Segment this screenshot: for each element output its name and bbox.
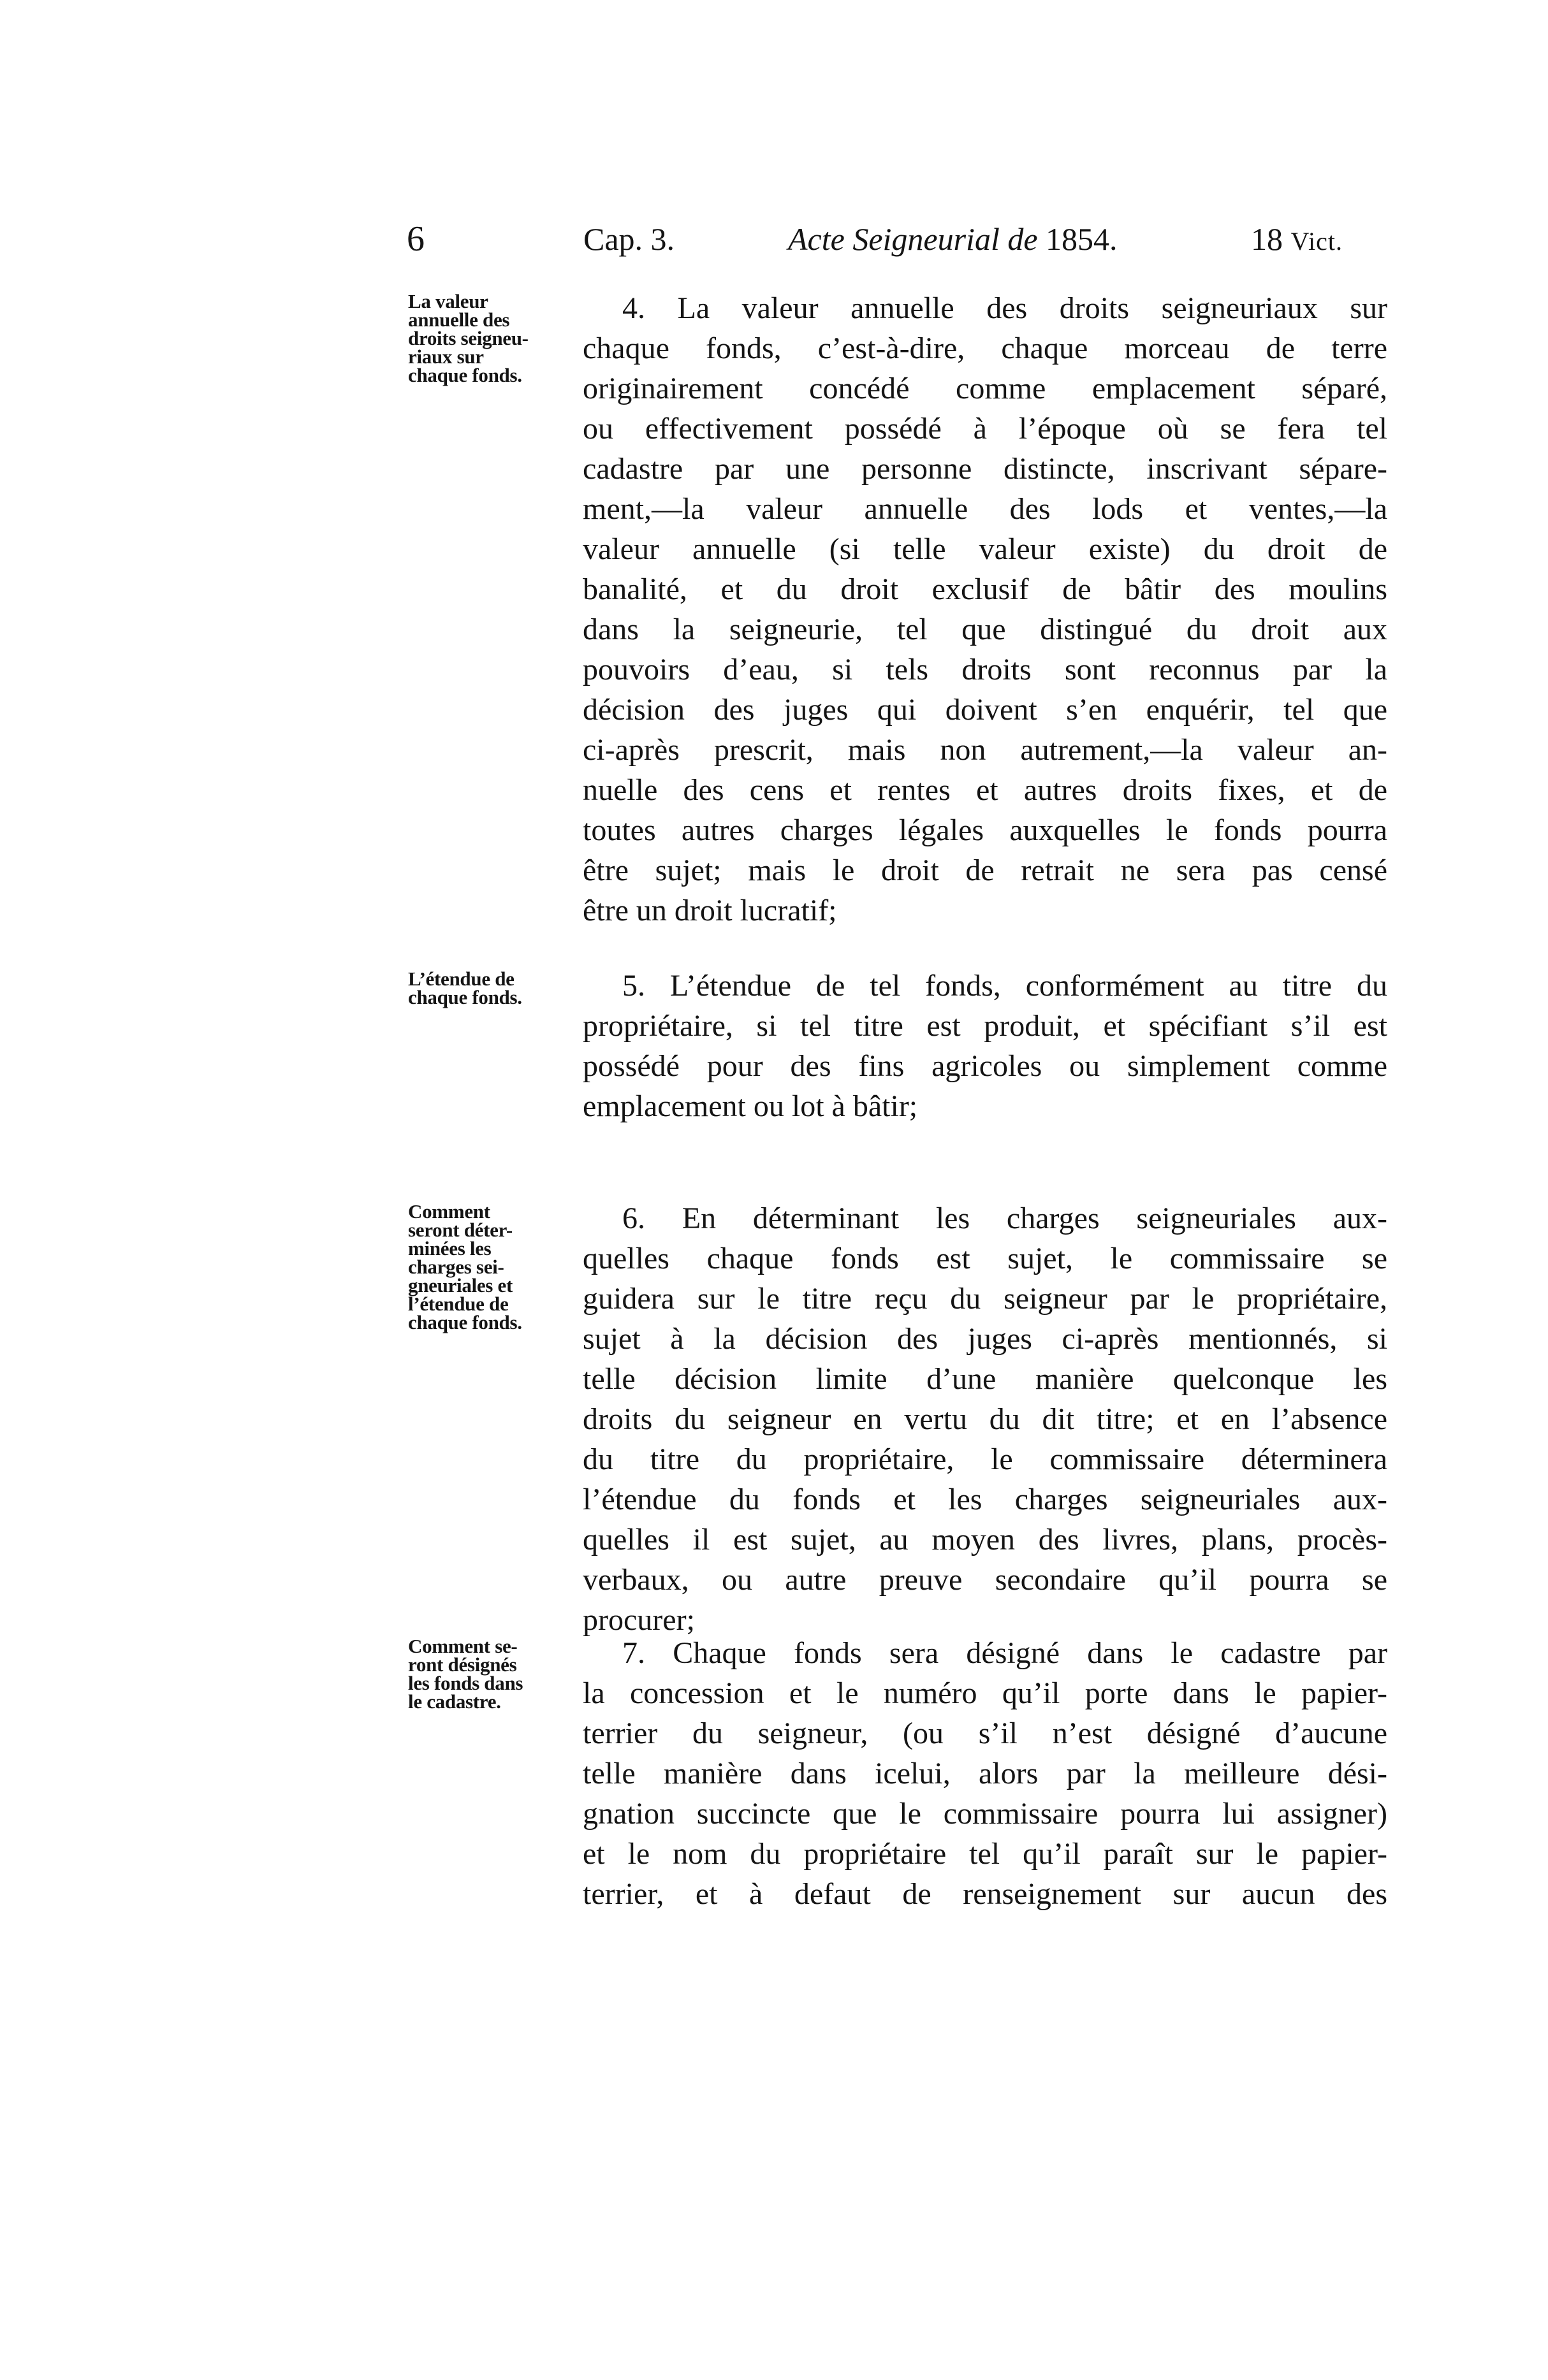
- act-title-italic: Acte Seigneurial de: [788, 221, 1038, 257]
- sidenote-article-6: [408, 1202, 585, 1331]
- text-line: la concession et le numéro qu’il porte dans le papier-: [583, 1676, 1387, 1710]
- sidenote-line: L’étendue de: [408, 968, 515, 990]
- page-number: 6: [407, 219, 425, 259]
- text-line: terrier du seigneur, (ou s’il n’est désigné d’aucune: [583, 1716, 1387, 1750]
- sidenote-line: chaque fonds.: [408, 986, 522, 1008]
- text-line: telle manière dans icelui, alors par la meilleure dési-: [583, 1757, 1387, 1790]
- sidenote-line: riaux sur: [408, 345, 484, 368]
- text-line: quelles chaque fonds est sujet, le commissaire se: [583, 1242, 1387, 1275]
- text-line: être un droit lucratif;: [583, 894, 837, 927]
- sidenote-line: ront désignés: [408, 1653, 517, 1676]
- text-line: telle décision limite d’une manière quelconque les: [583, 1362, 1387, 1396]
- regnal-name: Vict.: [1290, 227, 1343, 256]
- chapter-label: Cap. 3.: [583, 221, 675, 257]
- act-year: 1854.: [1046, 221, 1118, 257]
- sidenote-article-5: [408, 969, 585, 1006]
- text-line: droits du seigneur en vertu du dit titre; et en l’absence: [583, 1402, 1387, 1436]
- sidenote-line: le cadastre.: [408, 1690, 501, 1713]
- text-line: et le nom du propriétaire tel qu’il paraît sur le papier-: [583, 1837, 1387, 1871]
- sidenote-line: annuelle des: [408, 308, 510, 331]
- text-line: 6. En déterminant les charges seigneuriales aux-: [622, 1201, 1387, 1235]
- article-7-text: [583, 1633, 1387, 1914]
- text-line: 5. L’étendue de tel fonds, conformément au titre du: [622, 969, 1387, 1003]
- text-line: procurer;: [583, 1603, 695, 1637]
- sidenote-line: charges sei-: [408, 1256, 504, 1278]
- sidenote-line: les fonds dans: [408, 1672, 523, 1694]
- running-header: [0, 217, 1548, 261]
- sidenote-line: seront déter-: [408, 1219, 513, 1241]
- text-line: propriétaire, si tel titre est produit, et spécifiant s’il est: [583, 1009, 1387, 1043]
- text-line: sujet à la décision des juges ci-après mentionnés, si: [583, 1322, 1387, 1356]
- text-line: toutes autres charges légales auxquelles le fonds pourra: [583, 813, 1387, 847]
- sidenote-line: Comment se-: [408, 1635, 518, 1657]
- text-line: valeur annuelle (si telle valeur existe) du droit de: [583, 532, 1387, 566]
- text-line: gnation succincte que le commissaire pourra lui assigner): [583, 1797, 1387, 1831]
- text-line: du titre du propriétaire, le commissaire déterminera: [583, 1442, 1387, 1476]
- text-line: 4. La valeur annuelle des droits seigneuriaux sur: [622, 291, 1387, 325]
- sidenote-line: Comment: [408, 1200, 490, 1223]
- text-line: possédé pour des fins agricoles ou simplement comme: [583, 1049, 1387, 1083]
- sidenote-line: l’étendue de: [408, 1293, 509, 1315]
- text-line: banalité, et du droit exclusif de bâtir des moulins: [583, 572, 1387, 606]
- text-line: chaque fonds, c’est-à-dire, chaque morceau de terre: [583, 331, 1387, 365]
- text-line: cadastre par une personne distincte, inscrivant sépare-: [583, 452, 1387, 486]
- sidenote-article-7: [408, 1637, 585, 1711]
- text-line: être sujet; mais le droit de retrait ne sera pas censé: [583, 853, 1387, 887]
- text-line: décision des juges qui doivent s’en enquérir, tel que: [583, 693, 1387, 727]
- sidenote-line: La valeur: [408, 290, 488, 312]
- article-6-text: [583, 1198, 1387, 1640]
- text-line: pouvoirs d’eau, si tels droits sont reconnus par la: [583, 653, 1387, 686]
- regnal-number: 18: [1251, 221, 1283, 257]
- article-4-text: [583, 288, 1387, 931]
- sidenote-line: chaque fonds.: [408, 1311, 522, 1333]
- text-line: terrier, et à defaut de renseignement sur aucun des: [583, 1877, 1387, 1911]
- sidenote-article-4: [408, 292, 585, 384]
- act-title: [788, 217, 1118, 261]
- sidenote-line: droits seigneu-: [408, 327, 529, 349]
- text-line: 7. Chaque fonds sera désigné dans le cadastre par: [622, 1636, 1387, 1670]
- text-line: ou effectivement possédé à l’époque où se fera tel: [583, 412, 1387, 446]
- regnal-year: [1251, 217, 1343, 264]
- text-line: nuelle des cens et rentes et autres droits fixes, et de: [583, 773, 1387, 807]
- text-line: verbaux, ou autre preuve secondaire qu’il pourra se: [583, 1563, 1387, 1597]
- text-line: l’étendue du fonds et les charges seigneuriales aux-: [583, 1483, 1387, 1516]
- text-line: dans la seigneurie, tel que distingué du droit aux: [583, 613, 1387, 646]
- text-line: quelles il est sujet, au moyen des livres, plans, procès-: [583, 1523, 1387, 1556]
- sidenote-line: gneuriales et: [408, 1274, 513, 1296]
- text-line: ci-après prescrit, mais non autrement,—la valeur an-: [583, 733, 1387, 767]
- article-5-text: [583, 966, 1387, 1126]
- text-line: guidera sur le titre reçu du seigneur par le propriétaire,: [583, 1282, 1387, 1316]
- text-line: originairement concédé comme emplacement séparé,: [583, 372, 1387, 405]
- sidenote-line: chaque fonds.: [408, 364, 522, 386]
- text-line: ment,—la valeur annuelle des lods et ventes,—la: [583, 492, 1387, 526]
- text-line: emplacement ou lot à bâtir;: [583, 1089, 918, 1123]
- sidenote-line: minées les: [408, 1237, 492, 1259]
